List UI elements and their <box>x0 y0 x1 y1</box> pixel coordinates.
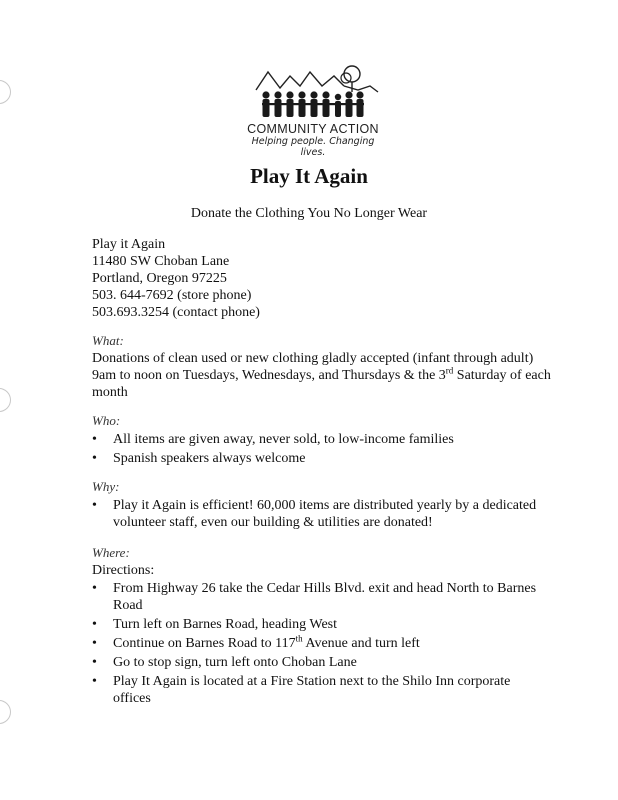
direction-text-end: Avenue and turn left <box>302 636 420 651</box>
store-phone: 503. 644-7692 (store phone) <box>92 288 252 303</box>
city-state-zip: Portland, Oregon 97225 <box>92 271 227 286</box>
street-address: 11480 SW Choban Lane <box>92 254 230 269</box>
what-text-end: Saturday of each month <box>92 368 551 400</box>
address-block <box>92 236 260 321</box>
why-heading: Why: <box>92 479 120 494</box>
directions-label: Directions: <box>92 563 155 578</box>
list-item: • All items are given away, never sold, to low-income families <box>92 431 542 448</box>
who-list <box>92 431 542 469</box>
where-heading: Where: <box>92 545 130 560</box>
who-heading: Who: <box>92 413 121 428</box>
logo-tagline: Helping people. Changing lives. <box>251 136 375 158</box>
store-name: Play it Again <box>92 237 166 252</box>
list-item: • Play it Again is efficient! 60,000 items are distributed yearly by a dedicated volunteer staff, even our building & utilities are donated! <box>92 497 542 531</box>
list-item <box>92 635 542 652</box>
page-subtitle: Donate the Clothing You No Longer Wear <box>190 206 428 221</box>
punch-hole-mark <box>0 80 11 104</box>
what-heading: What: <box>92 333 124 348</box>
page-title: Play It Again <box>250 164 368 188</box>
what-superscript: rd <box>445 365 454 376</box>
what-text: Donations of clean used or new clothing gladly accepted (infant through adult) 9am to noon on Tuesdays, Wednesdays, and Thursdays & the 3 <box>92 351 534 383</box>
list-item: • Spanish speakers always welcome <box>92 450 542 467</box>
punch-hole-mark <box>0 700 11 724</box>
contact-phone: 503.693.3254 (contact phone) <box>92 305 260 320</box>
punch-hole-mark <box>0 388 11 412</box>
directions-list <box>92 580 542 709</box>
list-item: • Go to stop sign, turn left onto Choban Lane <box>92 654 542 671</box>
list-item: • Turn left on Barnes Road, heading West <box>92 616 542 633</box>
direction-superscript: th <box>295 633 303 644</box>
why-list <box>92 497 542 533</box>
what-paragraph <box>92 350 552 401</box>
logo-org-name: COMMUNITY ACTION <box>247 122 379 136</box>
list-item: • From Highway 26 take the Cedar Hills Blvd. exit and head North to Barnes Road <box>92 580 542 614</box>
direction-text: Continue on Barnes Road to 117 <box>113 636 296 651</box>
list-item: • Play It Again is located at a Fire Station next to the Shilo Inn corporate offices <box>92 673 542 707</box>
